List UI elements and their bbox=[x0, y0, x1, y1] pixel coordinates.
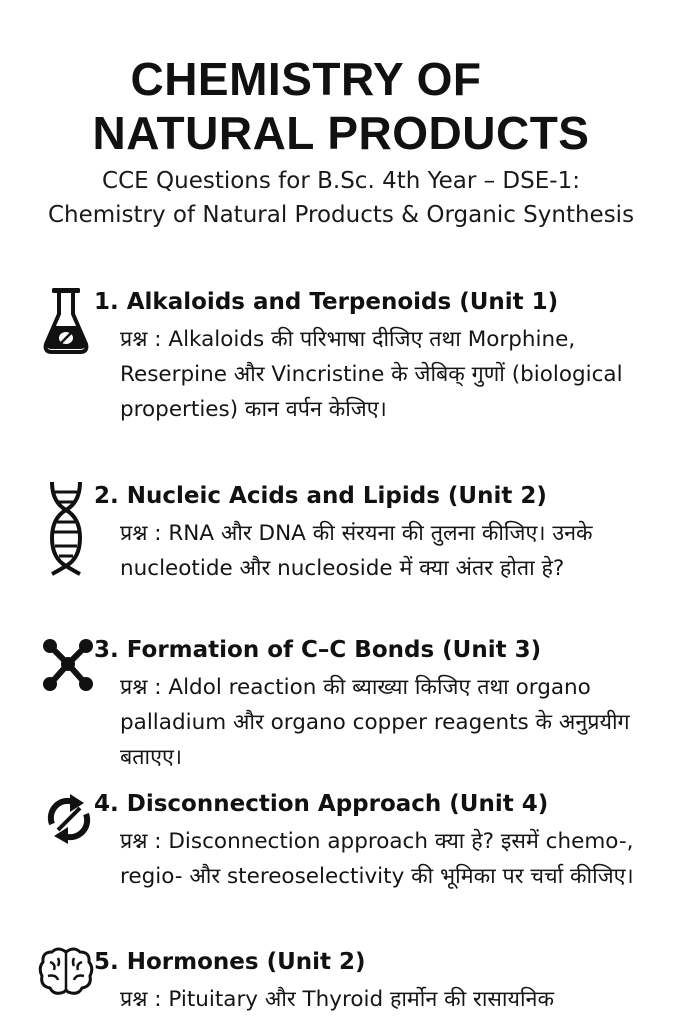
section-heading: 4. Disconnection Approach (Unit 4) bbox=[94, 791, 549, 817]
section-alkaloids bbox=[0, 286, 682, 466]
title-line-2: NATURAL PRODUCTS bbox=[92, 107, 590, 159]
question-body: Pituitary और Thyroid हार्मोन की रासायनिक bbox=[168, 987, 554, 1012]
page-title bbox=[0, 52, 682, 160]
question-label: प्रश्न : bbox=[120, 675, 162, 700]
section-hormones bbox=[0, 946, 682, 1024]
question-body: Aldol reaction की ब्याख्या किजिए तथा organo palladium और organo copper reagents के अनुप्रयीग बताएए। bbox=[120, 675, 630, 770]
brain-icon bbox=[38, 946, 94, 998]
question-label: प्रश्न : bbox=[120, 829, 162, 854]
question-label: प्रश्न : bbox=[120, 327, 162, 352]
section-heading: 1. Alkaloids and Terpenoids (Unit 1) bbox=[94, 289, 559, 315]
section-disconnection bbox=[0, 788, 682, 928]
question-text bbox=[120, 322, 675, 427]
section-heading: 2. Nucleic Acids and Lipids (Unit 2) bbox=[94, 483, 547, 509]
question-body: RNA और DNA की संरयना की तुलना कीजिए। उनके nucleotide और nucleoside में क्या अंतर होता हे? bbox=[120, 521, 593, 581]
question-label: प्रश्न : bbox=[120, 987, 162, 1012]
section-nucleic-acids bbox=[0, 480, 682, 620]
question-text bbox=[120, 516, 675, 586]
question-body: Disconnection approach क्या हे? इसमें chemo-, regio- और stereoselectivity की भूमिका पर चर्चा कीजिए। bbox=[120, 829, 634, 889]
subtitle: CCE Questions for B.Sc. 4th Year – DSE-1: Chemistry of Natural Products & Organic Synthesis bbox=[47, 168, 635, 228]
question-label: प्रश्न : bbox=[120, 521, 162, 546]
question-text bbox=[120, 824, 675, 894]
question-text bbox=[120, 982, 675, 1017]
dna-icon bbox=[46, 480, 86, 576]
section-heading: 5. Hormones (Unit 2) bbox=[94, 949, 366, 975]
question-body: Alkaloids की परिभाषा दीजिए तथा Morphine, Reserpine और Vincristine के जेबिक् गुणों (biological properties) कान वर्पन केजिए। bbox=[120, 327, 623, 422]
section-heading: 3. Formation of C–C Bonds (Unit 3) bbox=[94, 637, 542, 663]
molecule-icon bbox=[42, 638, 94, 692]
title-line-1: CHEMISTRY OF bbox=[130, 53, 482, 105]
flask-icon bbox=[42, 286, 92, 356]
arrows-cycle-icon bbox=[44, 794, 94, 844]
section-cc-bonds bbox=[0, 634, 682, 774]
question-text bbox=[120, 670, 675, 775]
